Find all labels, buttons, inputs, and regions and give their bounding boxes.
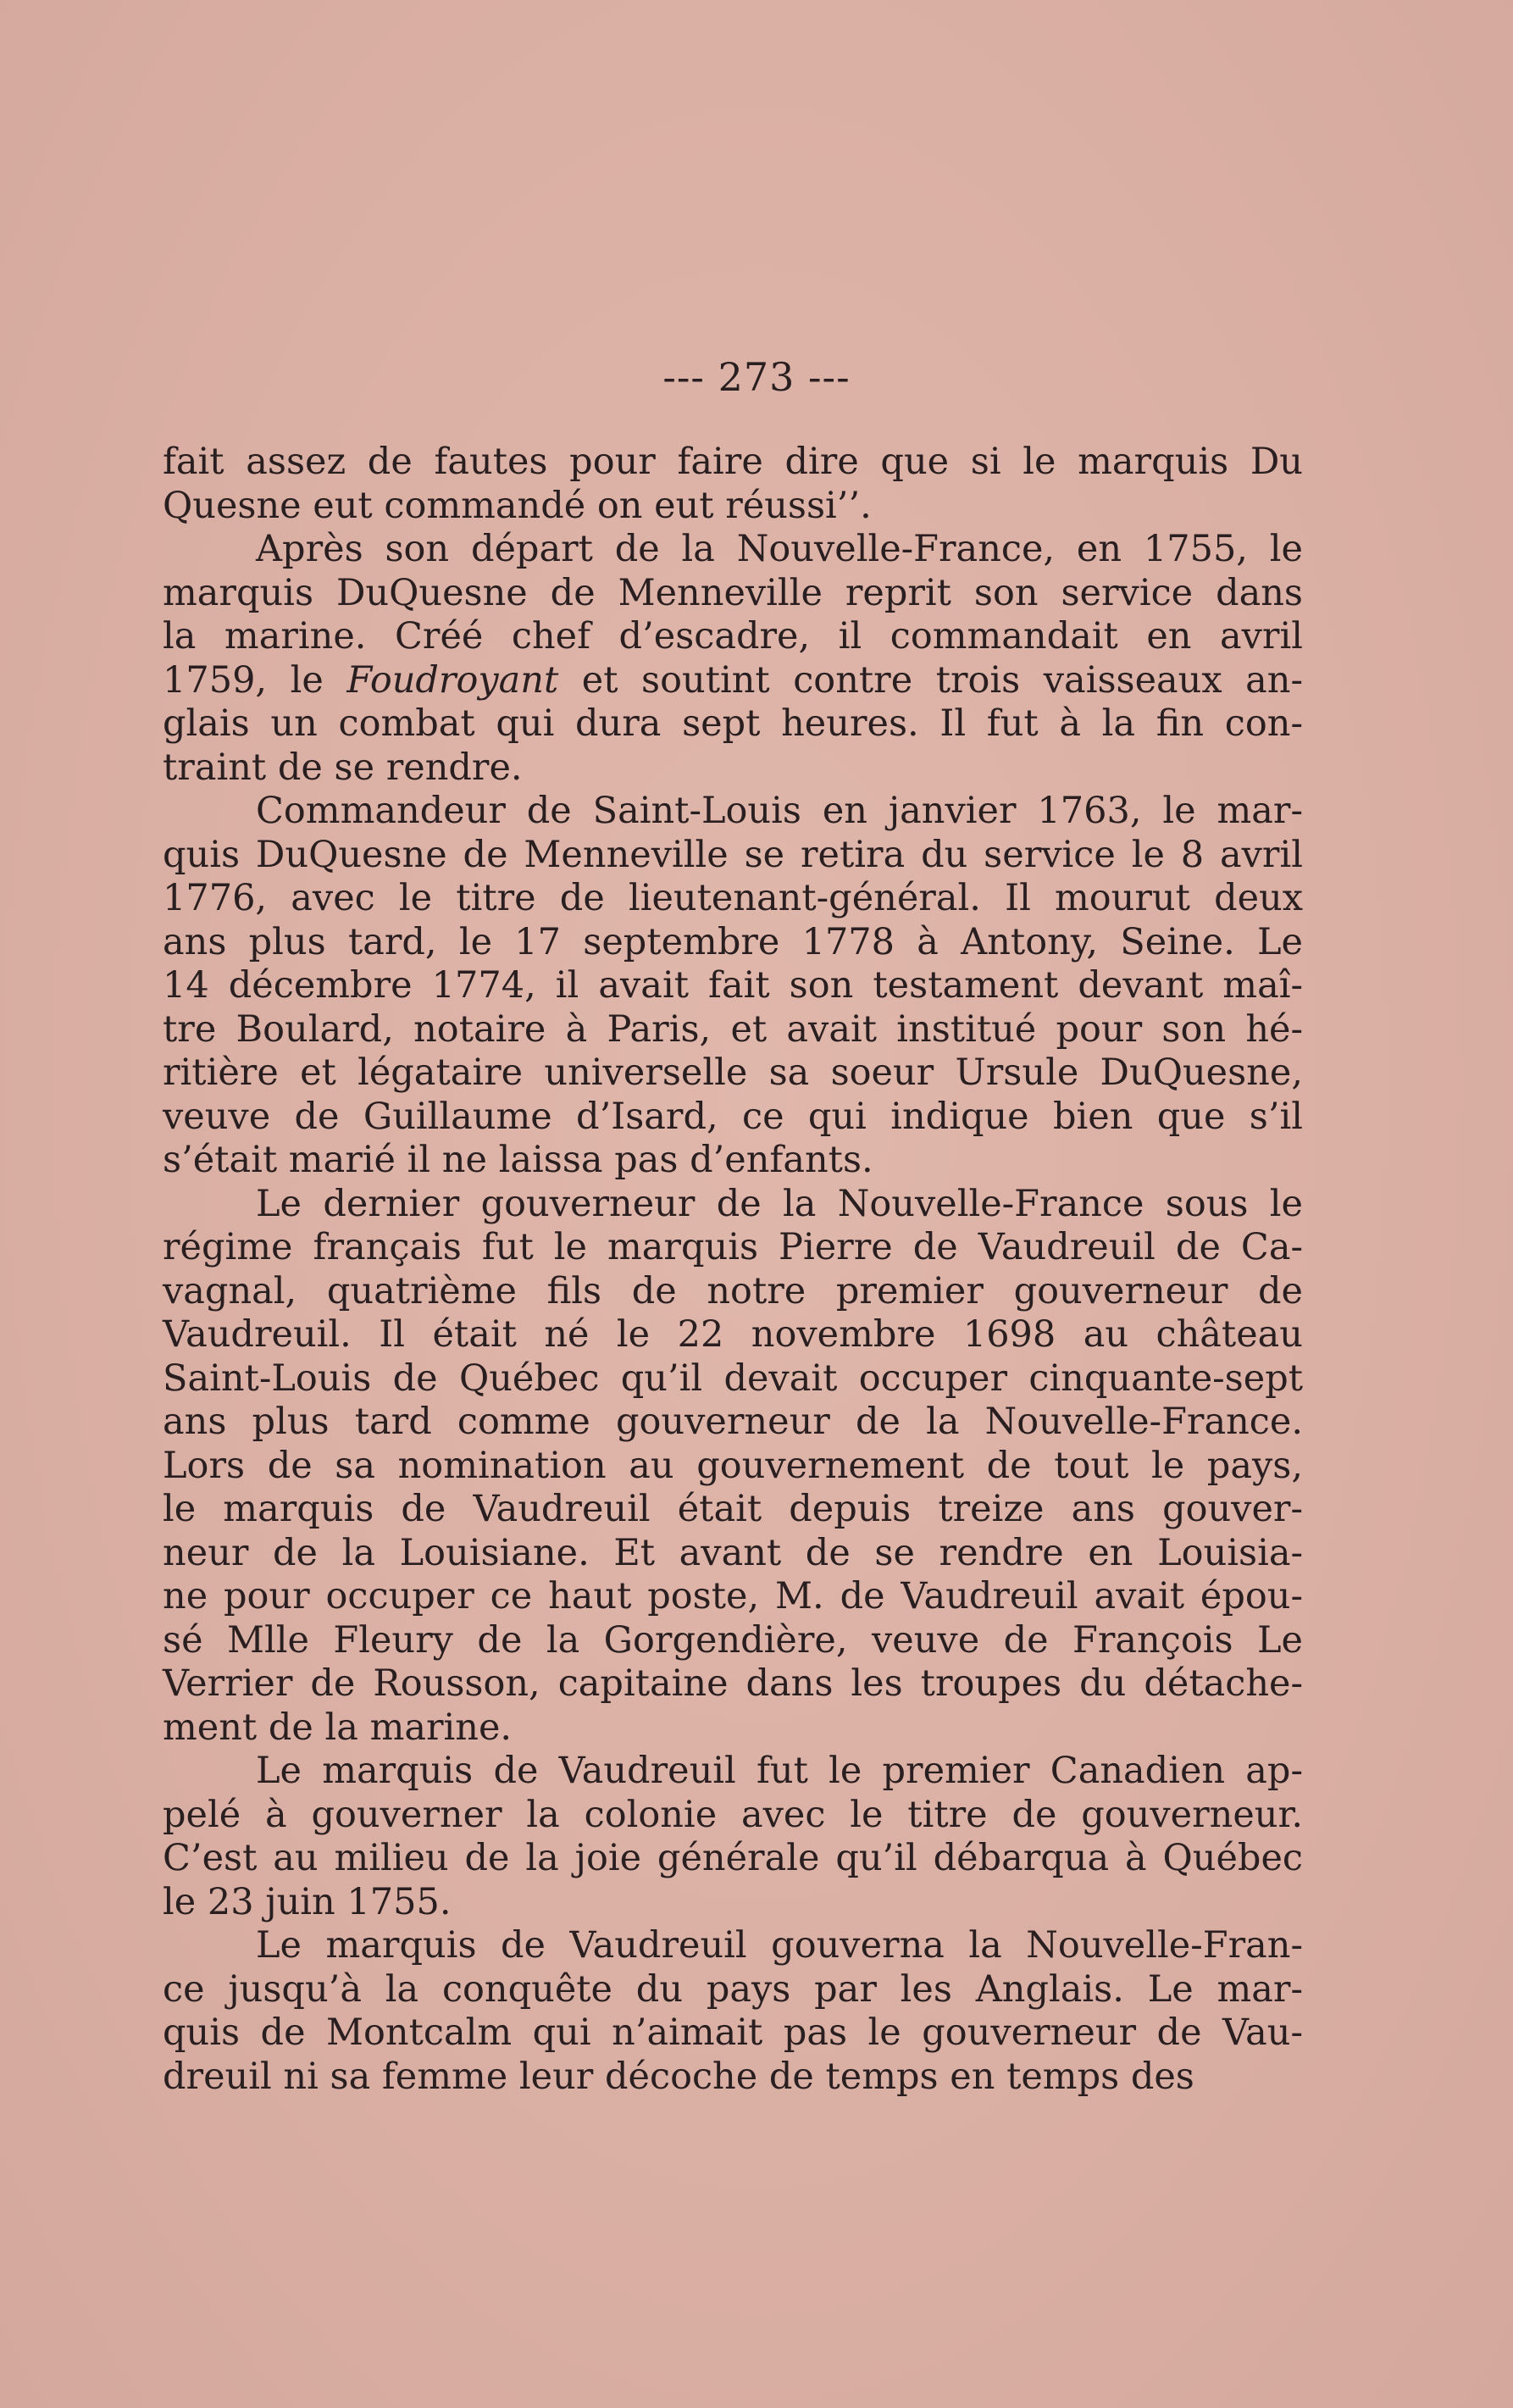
text-line: régime français fut le marquis Pierre de Vaudreuil de Ca- xyxy=(163,1226,1303,1268)
text-line: glais un combat qui dura sept heures. Il fut à la fin con- xyxy=(163,702,1303,745)
text-line: sé Mlle Fleury de la Gorgendière, veuve de François Le xyxy=(163,1618,1303,1662)
text-line: neur de la Louisiane. Et avant de se rendre en Louisia- xyxy=(163,1531,1303,1574)
text-line: le marquis de Vaudreuil était depuis treize ans gouver- xyxy=(163,1488,1303,1530)
text-line: quis DuQuesne de Menneville se retira du service le 8 avril xyxy=(163,833,1303,876)
text-line: Le marquis de Vaudreuil fut le premier Canadien ap- xyxy=(256,1750,1303,1792)
paragraph xyxy=(163,1183,1303,1751)
text-line: C’est au milieu de la joie générale qu’il débarqua à Québec xyxy=(163,1837,1303,1879)
text-line: tre Boulard, notaire à Paris, et avait institué pour son hé- xyxy=(163,1007,1303,1051)
text-line: Saint-Louis de Québec qu’il devait occuper cinquante-sept xyxy=(163,1357,1303,1400)
text-line: s’était marié il ne laissa pas d’enfants. xyxy=(163,1139,873,1181)
text-line: pelé à gouverner la colonie avec le titre de gouverneur. xyxy=(163,1793,1303,1836)
text-line: ans plus tard, le 17 septembre 1778 à Antony, Seine. Le xyxy=(163,920,1303,963)
text-line: la marine. Créé chef d’escadre, il commandait en avril xyxy=(163,615,1303,657)
text-line: 14 décembre 1774, il avait fait son testament devant maî- xyxy=(163,964,1303,1007)
page-number: --- 273 --- xyxy=(662,354,851,400)
text-line: le 23 juin 1755. xyxy=(163,1880,452,1923)
text-line: traint de se rendre. xyxy=(163,746,523,789)
text-line: fait assez de fautes pour faire dire que si le marquis Du xyxy=(163,441,1303,483)
text-line: Commandeur de Saint-Louis en janvier 1763, le mar- xyxy=(256,790,1303,832)
text-line: 1759, le Foudroyant et soutint contre trois vaisseaux an- xyxy=(163,658,1303,702)
text-line: ne pour occuper ce haut poste, M. de Vaudreuil avait épou- xyxy=(163,1575,1303,1617)
paragraph xyxy=(163,790,1303,1183)
text-line: Verrier de Rousson, capitaine dans les troupes du détache- xyxy=(163,1662,1303,1705)
text-line: vagnal, quatrième fils de notre premier gouverneur de xyxy=(163,1269,1303,1312)
text-line: ce jusqu’à la conquête du pays par les Anglais. Le mar- xyxy=(163,1967,1303,2011)
paragraph xyxy=(163,1924,1303,2099)
text-line: Le dernier gouverneur de la Nouvelle-France sous le xyxy=(256,1182,1303,1225)
text-line: dreuil ni sa femme leur décoche de temps en temps des xyxy=(163,2055,1194,2098)
paragraph xyxy=(163,528,1303,790)
text-line: veuve de Guillaume d’Isard, ce qui indique bien que s’il xyxy=(163,1095,1303,1138)
paragraph xyxy=(163,441,1303,528)
text-line: ans plus tard comme gouverneur de la Nouvelle-France. xyxy=(163,1401,1303,1443)
text-line: ment de la marine. xyxy=(163,1706,513,1749)
text-line: Quesne eut commandé on eut réussi’’. xyxy=(163,484,872,527)
text-line: Lors de sa nomination au gouvernement de tout le pays, xyxy=(163,1444,1303,1487)
text-line: Vaudreuil. Il était né le 22 novembre 1698 au château xyxy=(163,1313,1303,1356)
text-line: 1776, avec le titre de lieutenant-général. Il mourut deux xyxy=(163,877,1303,919)
text-line: quis de Montcalm qui n’aimait pas le gouverneur de Vau- xyxy=(163,2011,1303,2054)
text-line: marquis DuQuesne de Menneville reprit son service dans xyxy=(163,571,1303,614)
text-line: Le marquis de Vaudreuil gouverna la Nouvelle-Fran- xyxy=(256,1924,1303,1967)
paragraph xyxy=(163,1750,1303,1924)
text-line: ritière et légataire universelle sa soeur Ursule DuQuesne, xyxy=(163,1051,1303,1094)
text-line: Après son départ de la Nouvelle-France, en 1755, le xyxy=(256,528,1303,570)
body-text xyxy=(163,441,1303,2099)
